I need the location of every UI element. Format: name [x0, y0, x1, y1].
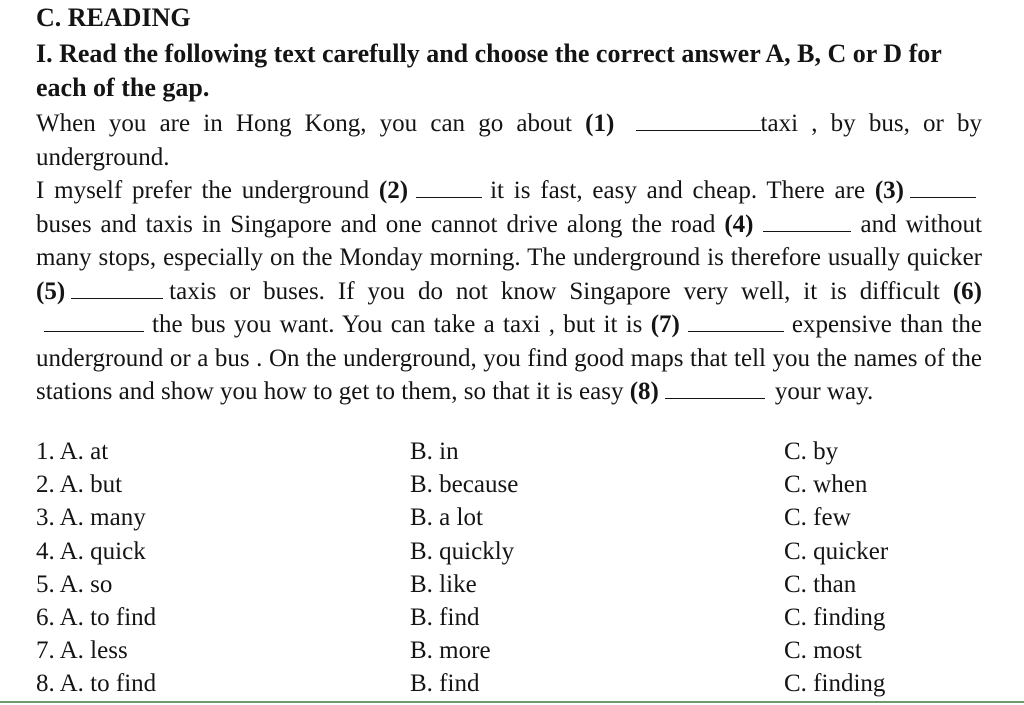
section-title: C. READING	[36, 3, 191, 32]
gap-number-2: (2)	[378, 177, 409, 204]
gap-8-blank[interactable]	[665, 380, 765, 399]
option-c[interactable]: C. quicker	[784, 537, 889, 565]
gap-3-blank[interactable]	[910, 179, 976, 198]
passage-text: it is fast, easy and cheap. There are	[490, 177, 866, 204]
option-b[interactable]: B. like	[410, 570, 477, 598]
gap-number-3: (3)	[874, 177, 905, 204]
passage-text: taxi , by bus, or by underground.	[36, 110, 983, 171]
option-row-7	[36, 637, 996, 670]
gap-number-6: (6)	[952, 277, 982, 305]
option-a[interactable]: 6. A. to find	[36, 603, 157, 631]
option-b[interactable]: B. a lot	[410, 504, 483, 532]
gap-7-blank[interactable]	[688, 313, 784, 332]
option-a[interactable]: 4. A. quick	[36, 537, 146, 565]
option-b[interactable]: B. find	[410, 670, 480, 698]
reading-passage	[36, 107, 982, 409]
option-c[interactable]: C. by	[784, 438, 839, 465]
paragraph-1	[36, 107, 982, 174]
option-b[interactable]: B. find	[410, 603, 480, 631]
option-b[interactable]: B. in	[410, 438, 459, 465]
bottom-divider	[0, 701, 1024, 703]
option-c[interactable]: C. few	[784, 504, 851, 532]
option-b[interactable]: B. because	[410, 471, 519, 499]
gap-5-blank[interactable]	[71, 280, 163, 299]
option-row-6	[36, 604, 996, 637]
paragraph-2	[36, 174, 982, 409]
option-a[interactable]: 3. A. many	[36, 504, 146, 532]
option-row-1	[36, 438, 996, 471]
option-a[interactable]: 8. A. to find	[36, 670, 157, 698]
gap-number-5: (5)	[36, 277, 66, 305]
gap-number-7: (7)	[650, 311, 680, 338]
option-row-4	[36, 538, 996, 571]
instruction: I. Read the following text carefully and choose the correct answer A, B, C or D for each of the gap.	[36, 39, 942, 102]
passage-text: and without many stops, especially on the Monday morning. The underground is therefore usually quicker	[36, 210, 983, 271]
gap-1-blank[interactable]	[636, 112, 761, 131]
option-b[interactable]: B. more	[410, 637, 491, 665]
option-c[interactable]: C. when	[784, 471, 868, 499]
gap-6-blank[interactable]	[44, 313, 144, 332]
passage-text: When you are in Hong Kong, you can go about	[36, 110, 572, 137]
passage-text: taxis or buses. If you do not know Singapore very well, it is difficult	[169, 277, 940, 305]
option-row-3	[36, 504, 996, 537]
option-c[interactable]: C. finding	[784, 670, 886, 698]
option-b[interactable]: B. quickly	[410, 537, 515, 565]
option-c[interactable]: C. than	[784, 570, 857, 598]
passage-text: the bus you want. You can take a taxi , but it is	[152, 311, 643, 338]
option-c[interactable]: C. most	[784, 637, 862, 665]
passage-text: I myself prefer the underground	[36, 177, 370, 204]
gap-4-blank[interactable]	[763, 213, 851, 232]
answer-options	[36, 438, 996, 704]
gap-number-4: (4)	[724, 210, 754, 238]
option-row-8	[36, 670, 996, 703]
gap-number-1: (1)	[585, 110, 615, 137]
option-a[interactable]: 2. A. but	[36, 471, 123, 499]
passage-text: expensive than the underground or a bus . On the underground, you find good maps that tell you the names of the stations and show you how to get to them, so that it is easy	[36, 311, 982, 405]
gap-2-blank[interactable]	[416, 179, 482, 198]
gap-number-8: (8)	[629, 378, 659, 405]
option-row-2	[36, 471, 996, 504]
option-a[interactable]: 5. A. so	[36, 570, 113, 598]
passage-text: buses and taxis in Singapore and one cannot drive along the road	[36, 210, 716, 238]
option-a[interactable]: 1. A. at	[36, 438, 109, 465]
option-row-5	[36, 571, 996, 604]
passage-text: your way.	[774, 378, 874, 405]
option-c[interactable]: C. finding	[784, 603, 886, 631]
option-a[interactable]: 7. A. less	[36, 637, 128, 665]
